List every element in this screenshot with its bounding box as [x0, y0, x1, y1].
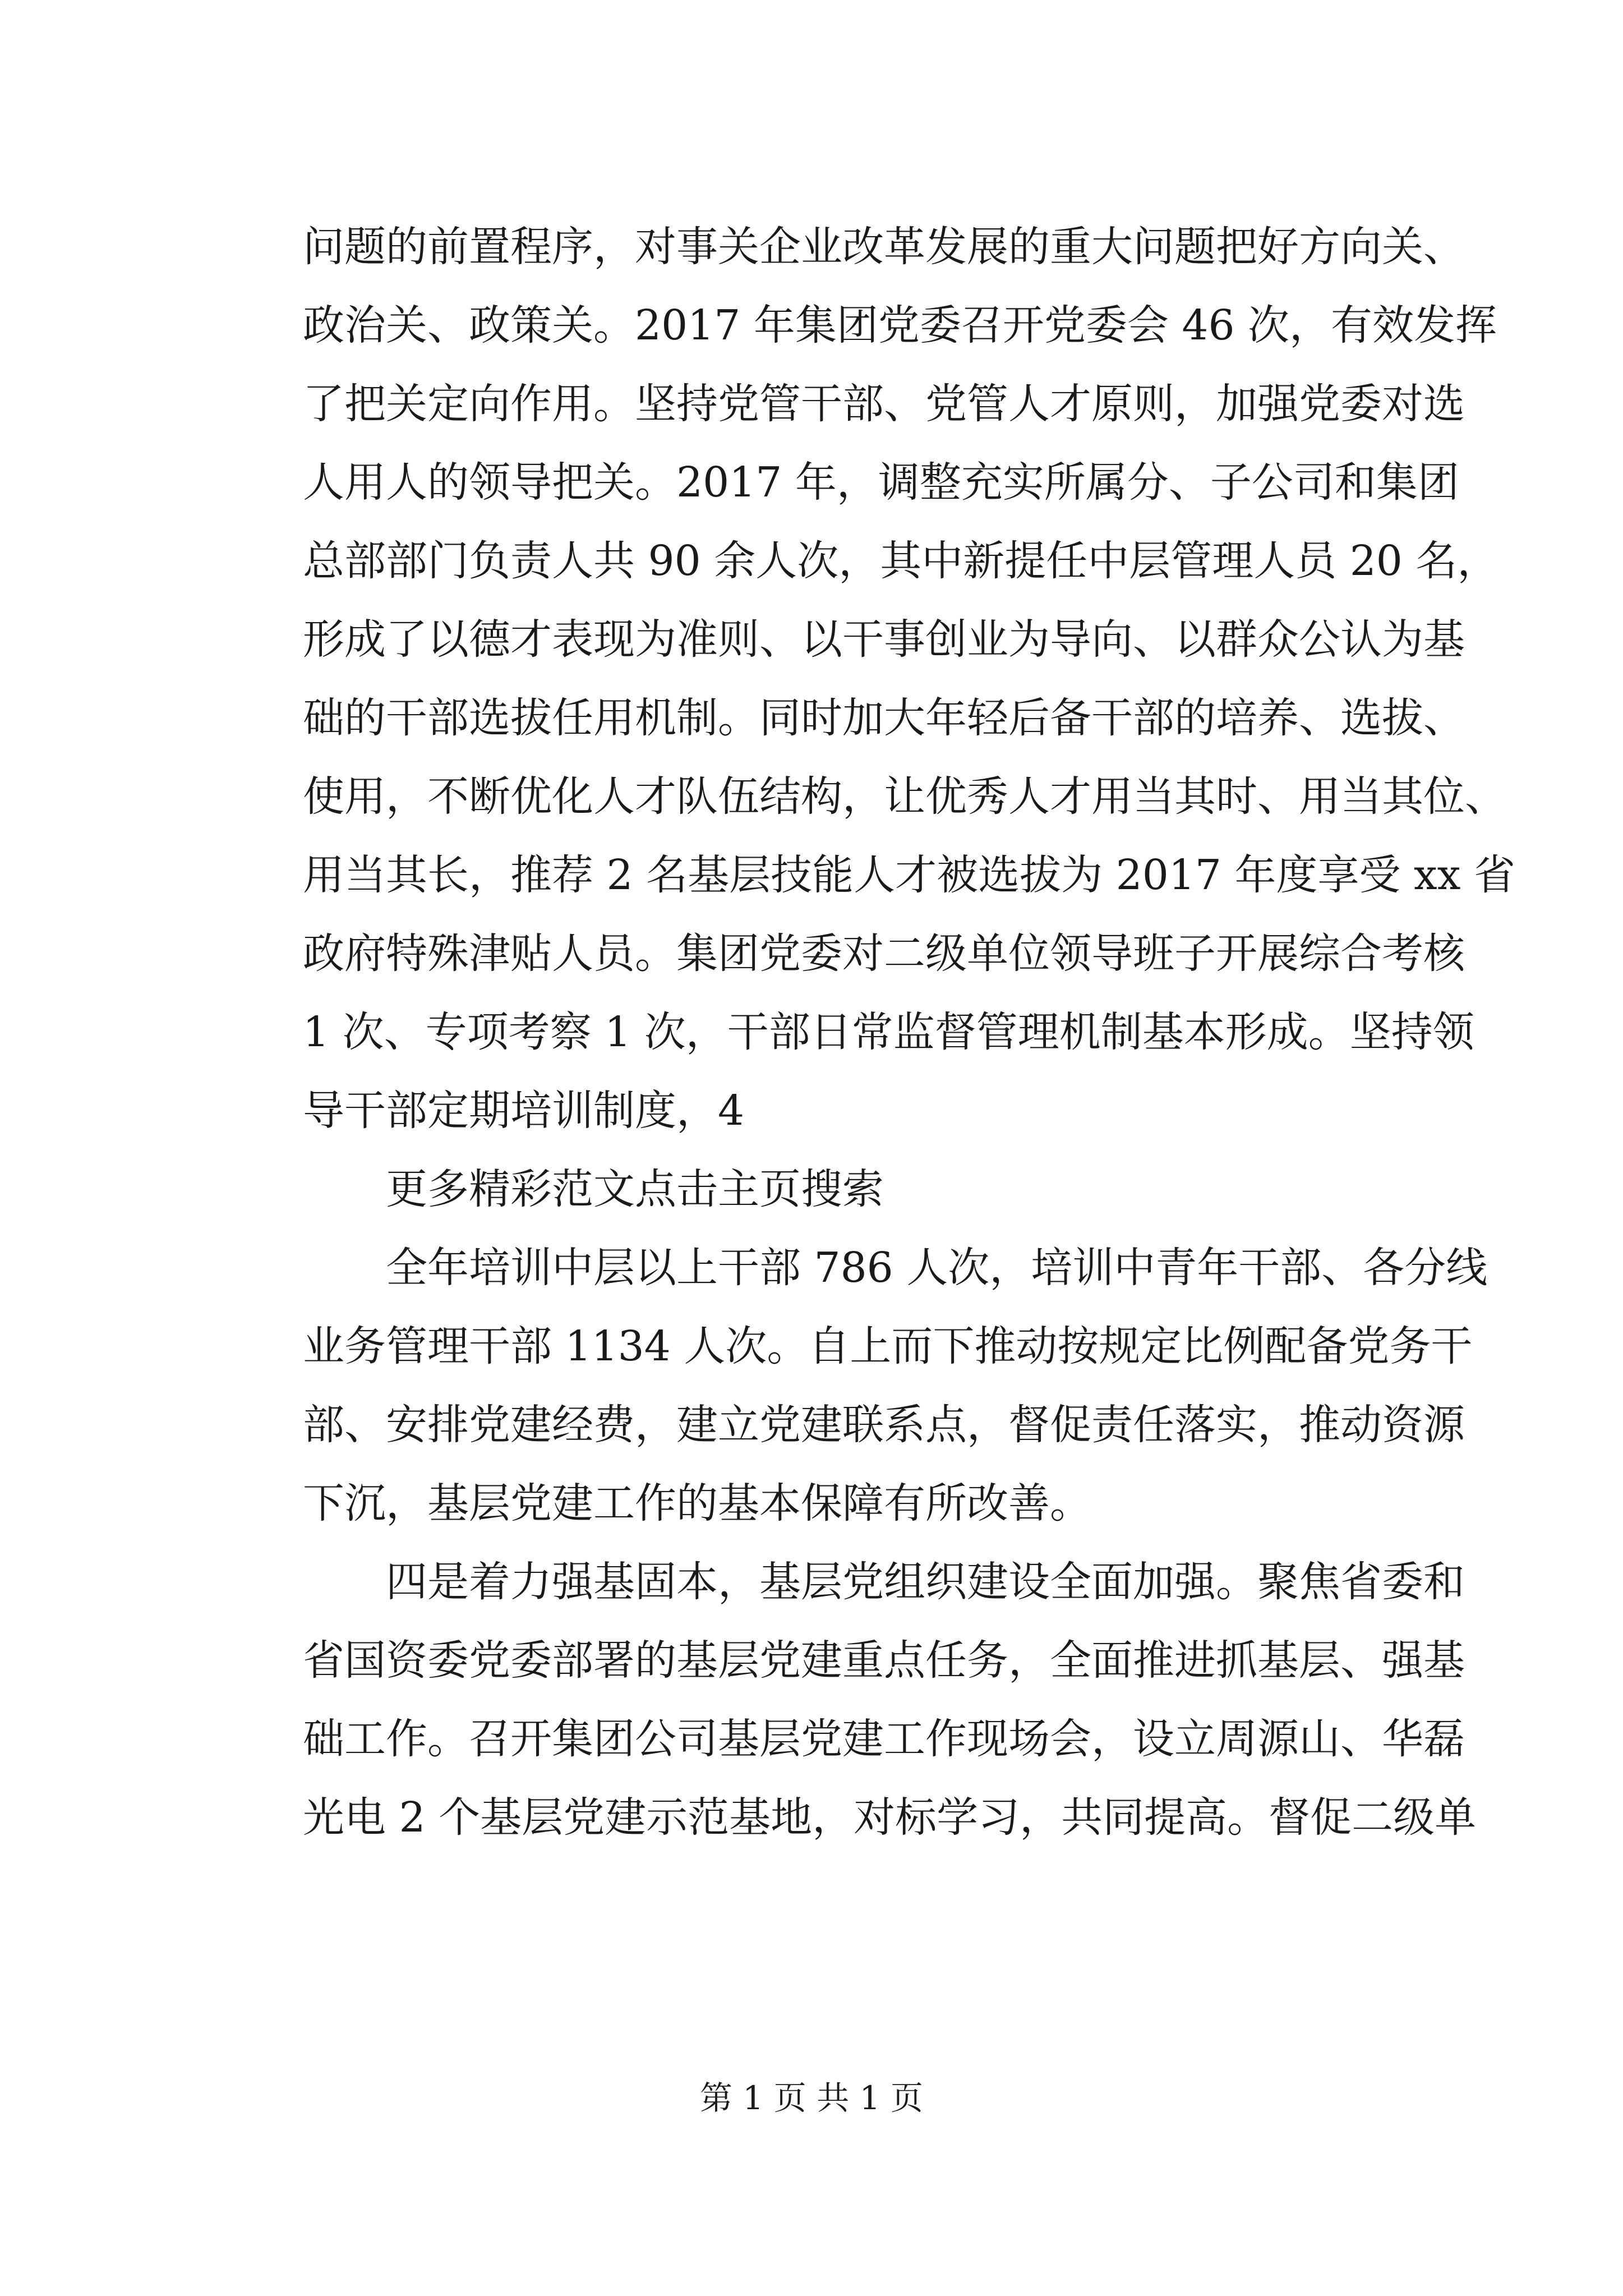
- text-line: 省国资委党委部署的基层党建重点任务，全面推进抓基层、强基: [303, 1636, 1465, 1685]
- text-line: 问题的前置程序，对事关企业改革发展的重大问题把好方向关、: [303, 223, 1465, 271]
- text-line: 础的干部选拔任用机制。同时加大年轻后备干部的培养、选拔、: [303, 694, 1465, 742]
- text-line: 1 次、专项考察 1 次，干部日常监督管理机制基本形成。坚持领: [303, 1008, 1474, 1056]
- text-line: 人用人的领导把关。2017 年，调整充实所属分、子公司和集团: [303, 458, 1459, 507]
- text-line: 用当其长，推荐 2 名基层技能人才被选拔为 2017 年度享受 xx 省: [303, 851, 1516, 899]
- text-line: 部、安排党建经费，建立党建联系点，督促责任落实，推动资源: [303, 1401, 1465, 1449]
- text-line: 政治关、政策关。2017 年集团党委召开党委会 46 次，有效发挥: [303, 301, 1497, 349]
- text-line: 下沉，基层党建工作的基本保障有所改善。: [303, 1479, 1091, 1527]
- text-line: 总部部门负责人共 90 余人次，其中新提任中层管理人员 20 名，: [303, 537, 1499, 585]
- text-line: 形成了以德才表现为准则、以干事创业为导向、以群众公认为基: [303, 615, 1465, 664]
- text-line: 导干部定期培训制度，4: [303, 1087, 745, 1135]
- page-footer: [0, 2076, 1623, 2120]
- page-number-label: 第 1 页 共 1 页: [700, 2079, 923, 2117]
- text-line: 全年培训中层以上干部 786 人次，培训中青年干部、各分线: [303, 1244, 1488, 1292]
- text-line: 了把关定向作用。坚持党管干部、党管人才原则，加强党委对选: [303, 380, 1465, 428]
- text-line: 四是着力强基固本，基层党组织建设全面加强。聚焦省委和: [303, 1558, 1465, 1606]
- text-line: 政府特殊津贴人员。集团党委对二级单位领导班子开展综合考核: [303, 930, 1465, 978]
- text-line: 使用，不断优化人才队伍结构，让优秀人才用当其时、用当其位、: [303, 772, 1506, 821]
- text-line: 光电 2 个基层党建示范基地，对标学习，共同提高。督促二级单: [303, 1793, 1477, 1842]
- text-line: 础工作。召开集团公司基层党建工作现场会，设立周源山、华磊: [303, 1715, 1465, 1763]
- more-link-line: 更多精彩范文点击主页搜索: [303, 1165, 884, 1213]
- text-line: 业务管理干部 1134 人次。自上而下推动按规定比例配备党务干: [303, 1322, 1473, 1370]
- document-body: [303, 208, 1516, 1857]
